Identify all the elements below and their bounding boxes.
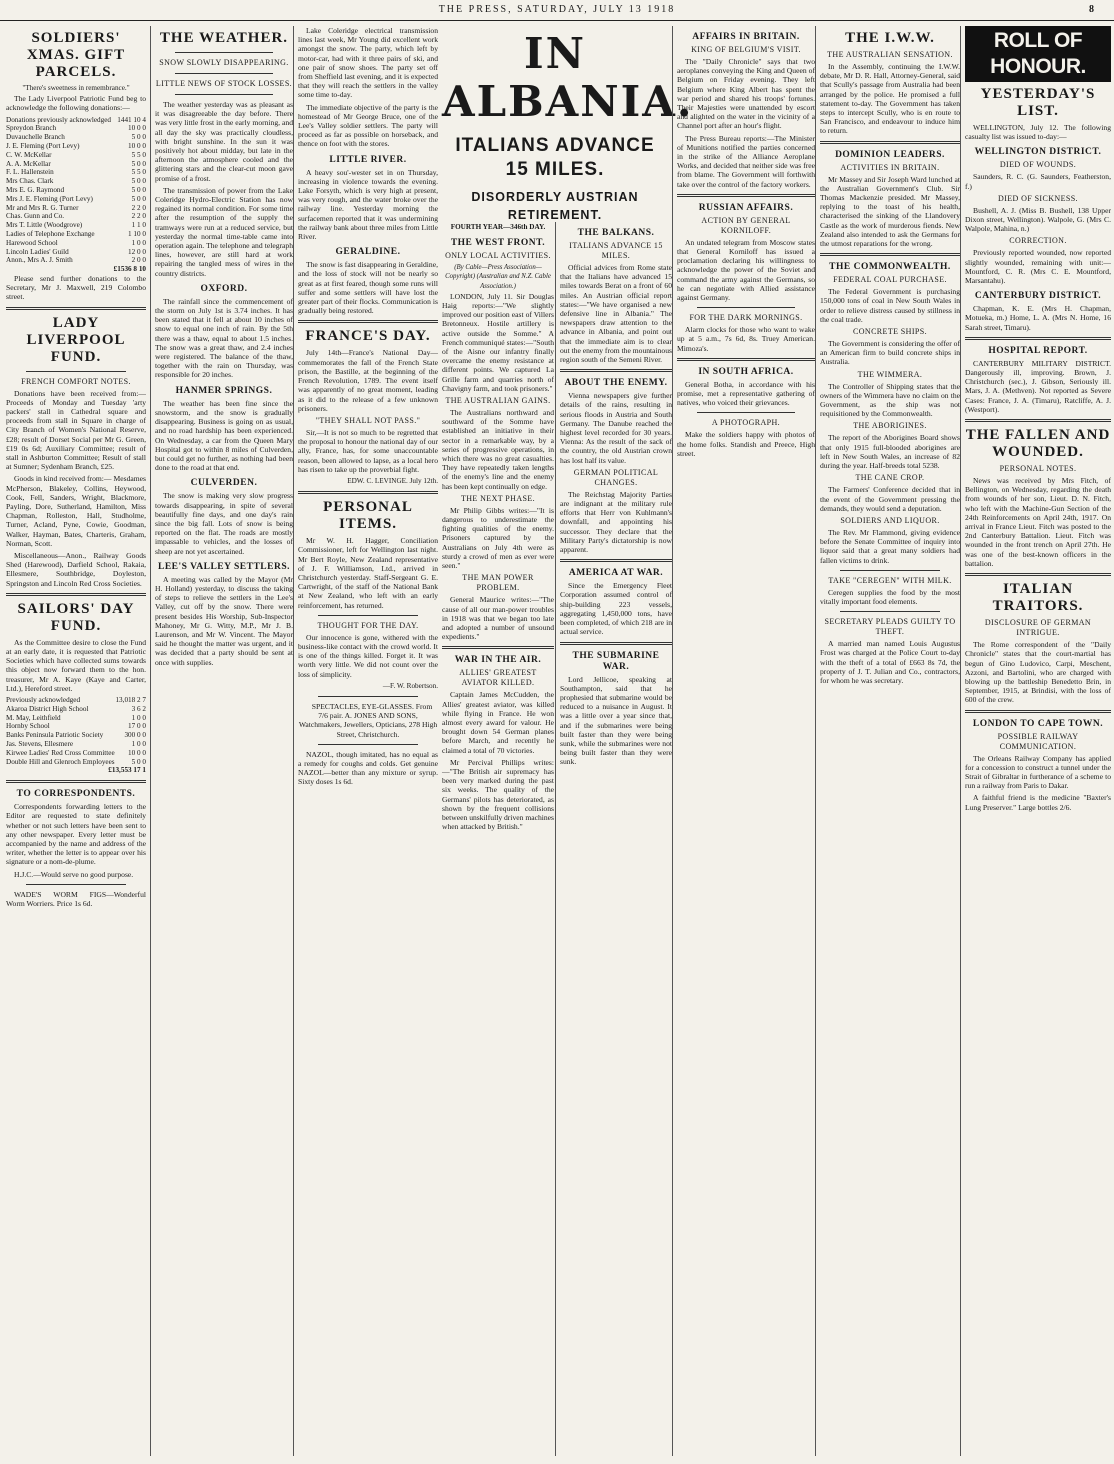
headline-france-day: FRANCE'S DAY.: [305, 328, 431, 345]
paragraph: WELLINGTON, July 12. The following casualty list was issued to-day:—: [965, 123, 1111, 142]
paragraph: Vienna newspapers give further details of the rains, resulting in serious floods in Austria and South Germany. The Danube reached the highest level recorded for 30 years. Vienna: As the result of the sack of the country, the old Austrian crown has lost half its value.: [560, 391, 672, 465]
paragraph: The report of the Aborigines Board shows that only 1915 full-blooded aborigines are left in New South Wales, an increase of 82 during the year. Half-breeds total 5238.: [820, 433, 960, 471]
subhead-king-belgium: KING OF BELGIUM'S VISIT.: [691, 45, 801, 54]
column-3: [293, 26, 438, 1456]
headline-roll-of-honour: ROLL OF HONOUR.: [965, 26, 1111, 82]
subhead-australian-sensation: THE AUSTRALIAN SENSATION.: [827, 50, 953, 59]
paragraph: An undated telegram from Moscow states that General Korniloff has issued a proclamation declaring his willingness to acknowledge the power of the Soviet and command the army against the Germans, so he can negotiate with Allied assistance against Germany.: [677, 237, 815, 303]
list-item: Jas. Stevens, Ellesmere 1 0 0: [6, 740, 146, 749]
paragraph: Sir,—It is not so much to be regretted that the proposal to honour the national day of our ally, France, has, for some unaccountable reason, been allowed to lapse, as a local hero has risen to take up the proverbial fight.: [298, 427, 438, 474]
paragraph: The Press Bureau reports:—The Minister of Munitions notified the parties concerned in the strike of the Alliance Aeroplane Works, and decided that neither side was free from blame. The Government will forthwith take over the control of the factory workers.: [677, 133, 815, 189]
subhead-hanmer: HANMER SPRINGS.: [175, 385, 273, 396]
parcels-footer: Please send further donations to the Secretary, Mr J. Maxwell, 219 Colombo street.: [6, 273, 146, 302]
list-item: Mr and Mrs R. G. Turner 2 2 0: [6, 203, 146, 212]
subhead-personal-notes: PERSONAL NOTES.: [999, 464, 1077, 474]
column-1: [6, 26, 146, 1456]
main-headline-banner: [442, 26, 694, 224]
headline-lady-liverpool: LADY LIVERPOOL FUND.: [26, 314, 126, 365]
list-item: Hornby School 17 0 0: [6, 722, 146, 731]
subhead-wimmera: THE WIMMERA.: [857, 369, 923, 379]
list-item: Mrs T. Little (Woodgrove) 1 1 0: [6, 221, 146, 230]
list-item: Duvauchelle Branch 5 0 0: [6, 133, 146, 142]
headline-about-enemy: ABOUT THE ENEMY.: [564, 378, 668, 389]
paragraph: The Orleans Railway Company has applied for a concession to construct a tunnel under the Strait of Gibraltar in furtherance of a scheme to run a railway from Paris to Dakar.: [965, 753, 1111, 791]
donations-total: £1536 8 10: [113, 265, 146, 274]
advert-worm-figs: WADE'S WORM FIGS—Wonderful Worm Worriers. Price 1s 6d.: [6, 889, 146, 909]
list-item: Mrs E. G. Raymond 5 0 0: [6, 185, 146, 194]
subhead-man-power: THE MAN POWER PROBLEM.: [462, 573, 534, 593]
headline-gift-parcels: SOLDIERS' XMAS. GIFT PARCELS.: [26, 30, 126, 80]
column-8: [960, 26, 1111, 1456]
list-item: Donations previously acknowledged 1441 10 4: [6, 115, 146, 124]
paragraph: Mr W. H. Hagger, Conciliation Commissioner, left for Wellington last night. Mr Bert Royle, New Zealand representative of J. F. Williamson, Ltd., arrived in Christchurch yesterday. Staff-Sergeant G. E. Cartwright, of the staff of the National Bank at New Zealand, who left with an early reinforcement, has returned.: [298, 536, 438, 610]
subhead-geraldine: GERALDINE.: [335, 247, 401, 258]
subhead-ceregen: TAKE "CEREGEN" WITH MILK.: [828, 575, 952, 585]
headline-sailors-day: SAILORS' DAY FUND.: [17, 600, 135, 634]
paragraph: LONDON, July 11. Sir Douglas Haig reports:—"We slightly improved our position east of Villers Bretonneux. Hostile artillery is active outside the Somme." A French communiqué states:—"South of the Aisne our infantry finally overcame the enemy resistance at different points. We captured La Grille farm and quarries north of Chavigny farm, and took prisoners.": [442, 291, 554, 393]
paragraph: Mr Percival Phillips writes:—"The British air supremacy has been very marked during the past six weeks. The quality of the Germans' pilots has deteriorated, as shown by the frequent collisions between unskilfully driven machines when attacked by British.": [442, 757, 554, 832]
column-2: [150, 26, 293, 1456]
paragraph: The Australians northward and southward of the Somme have established an initiative in their sector in a remarkable way, by a series of progressive operations, in which there was no great casualties. They have repeatedly taken lengths of the enemy's line and the enemy has been kept continually on edge.: [442, 408, 554, 491]
paragraph: Correspondents forwarding letters to the Editor are requested to state definitely whether or not such letters have been sent to any other newspaper. Every letter must be accompanied by the name and address of the writer, whether the letter is to appear over his signature or a nom-de-plume.: [6, 802, 146, 867]
subhead-liquor: SOLDIERS AND LIQUOR.: [840, 515, 940, 525]
subhead-died-wounds: DIED OF WOUNDS.: [999, 160, 1077, 170]
casualty-entry: Chapman, K. E. (Mrs H. Chapman, Motueka, m.) Home, L. A. (Mrs N. Home, 16 Sarah street, Timaru).: [965, 304, 1111, 332]
list-item: Double Hill and Glenroch Employees 5 0 0: [6, 757, 146, 766]
parcels-intro: The Lady Liverpool Patriotic Fund beg to acknowledge the following donations:—: [6, 94, 146, 113]
headline-west-front: THE WEST FRONT.: [450, 238, 546, 249]
subhead-concrete: CONCRETE SHIPS.: [852, 327, 927, 337]
paragraph: The immediate objective of the party is the homestead of Mr George Bruce, one of the Lee's Valley soldier settlers. The party will proceed as far as possible on horseback, and thence on foot with the stores.: [298, 102, 438, 149]
headline-affairs-britain: AFFAIRS IN BRITAIN.: [692, 32, 800, 42]
paragraph: The snow is fast disappearing in Geraldine, and the loss of stock will not be nearly so great as at first feared, though some runs will suffer and some settlers will have lost the greater part of their flocks. Communication is gradually being restored.: [298, 260, 438, 316]
column-4: [438, 222, 554, 1456]
subhead-german-political: GERMAN POLITICAL CHANGES.: [573, 467, 659, 487]
masthead: [0, 0, 1114, 21]
list-item: F. L. Hallenstein 5 5 0: [6, 168, 146, 177]
paragraph: The "Daily Chronicle" says that two aeroplanes conveying the King and Queen of Belgium on Friday evening. They left Belgium where King Albert has spent the war period and shared his troops' fortunes. Their Majesties were unattended by escort and alighted on the water in the vicinity of a Channel port after an hour's flight.: [677, 57, 815, 131]
subhead-cane-crop: THE CANE CROP.: [855, 473, 925, 483]
headline-war-air: WAR IN THE AIR.: [454, 655, 542, 666]
headline-canterbury-district: CANTERBURY DISTRICT.: [974, 291, 1102, 302]
casualty-entry: Saunders, R. C. (G. Saunders, Featherston, f.): [965, 172, 1111, 191]
casualty-entry: Bushell, A. J. (Miss B. Bushell, 138 Upper Dixon street, Wellington). Walpole, G. (Mrs C. Walpole, Mahina, n.): [965, 205, 1111, 234]
headline-correspondents: TO CORRESPONDENTS.: [16, 789, 136, 800]
subhead-snow: SNOW SLOWLY DISAPPEARING.: [159, 58, 289, 67]
headline-italians: ITALIANS ADVANCE 15 MILES.: [455, 135, 655, 180]
headline-submarine-war: THE SUBMARINE WAR.: [572, 650, 660, 672]
list-item: C. W. McKellar 5 5 0: [6, 150, 146, 159]
headline-cape-town: LONDON TO CAPE TOWN.: [972, 718, 1104, 729]
paragraph: A married man named Louis Augustus Frost was charged at the Police Court to-day with the theft of a total of £663 8s 7d, the property of J. T. Julian and Co., contractors, for whom he was secretary.: [820, 639, 960, 685]
paragraph: As the Committee desire to close the Fund at an early date, it is requested that Patriotic Societies which have collected sums towards this object now forward them to the hon. treasurer, Mr A. Kaye (Kaye and Carter, Ltd.), Hereford street.: [6, 637, 146, 693]
list-item: A. A. McKellar 5 0 0: [6, 159, 146, 168]
paragraph: The Reichstag Majority Parties are indignant at the military rule efforts that Herr von Kuhlmann's downfall, and appointing his successor. They declare that the Military Party's dictatorship is now apparent.: [560, 489, 672, 555]
paragraph: The weather has been fine since the snowstorm, and the snow is gradually disappearing. Business is going on as usual, and no road hardship has been experienced. On Wednesday, a car from the Queen Mary Hospital got to within 8 miles of Culverden, but could get no further, as nothing had been done to the road at that end.: [155, 398, 293, 473]
subhead-correction: CORRECTION.: [1009, 236, 1067, 246]
sailors-total: £13,553 17 1: [108, 766, 146, 775]
paragraph: A meeting was called by the Mayor (Mr H. Holland) yesterday, to discuss the taking of steps to relieve the settlers in the Lee's Valley, cut off by the snow. There were present besides His Worship, Sub-Inspector Mahoney, Mr G. Witty, M.P., Mr J. B. Laurenson, and Mr W. Vincent. The Mayor said he thought the matter was urgent, and it was decided that a party should be sent at once with supplies.: [155, 574, 293, 667]
masthead-title: THE PRESS, SATURDAY, JULY 13 1918: [438, 4, 676, 15]
subhead-thought: THOUGHT FOR THE DAY.: [317, 620, 419, 630]
headline-dominion-leaders: DOMINION LEADERS.: [835, 149, 945, 160]
headline-balkans: THE BALKANS.: [577, 228, 655, 238]
paragraph: The Farmers' Conference decided that in the event of the Government pressing the demands, they would send a deputation.: [820, 485, 960, 513]
list-item: Kirwee Ladies' Red Cross Committee 10 0 0: [6, 748, 146, 757]
list-item: Anon., Mrs A. J. Smith 2 0 0: [6, 256, 146, 265]
advert-ceregen: Ceregen supplies the food by the most vitally important food elements.: [820, 587, 960, 606]
advert-lung-preserver: A faithful friend is the medicine "Baxter's Lung Preserver." Large bottles 2/6.: [965, 793, 1111, 812]
paragraph: The weather yesterday was as pleasant as it was disagreeable the day before. There was very little frost in the early morning, and all day the sky was practically cloudless, with bright sunshine. In the sun it was positively hot about midday, but late in the afternoon the atmosphere cooled and the glittering stars and the clear-cut moon gave promise of a frost.: [155, 100, 293, 183]
list-item: J. E. Fleming (Port Levy) 10 0 0: [6, 142, 146, 150]
headline-hospital-report: HOSPITAL REPORT.: [988, 345, 1088, 356]
headline-italian-traitors: ITALIAN TRAITORS.: [992, 581, 1084, 615]
thought-signature: —F. W. Robertson.: [382, 681, 438, 690]
subhead-activities-britain: ACTIVITIES IN BRITAIN.: [840, 162, 940, 172]
list-item: Harewood School 1 0 0: [6, 238, 146, 247]
donations-list: [6, 116, 146, 274]
paragraph: News was received by Mrs Fitch, of Bellington, on Wednesday, regarding the death from wounds of her son, Lieut. D. N. Fitch, who left with the Machine-Gun Section of the 24th Reinforcements on April 24th, 1917. On arrival in France Lieut. Fitch was posted to the 2nd Canterbury Battalion. Lieut. Fitch was wounded in the front trench on April 27th. He was one of the best-known officers in the battalion.: [965, 476, 1111, 568]
advert-alarm-clocks: Alarm clocks for those who want to wake up at 5 a.m., 7s 6d, 8s. Truey American. Mimoza's.: [677, 325, 815, 353]
subhead-secretary-theft: SECRETARY PLEADS GUILTY TO THEFT.: [824, 617, 956, 637]
paragraph: The Rome correspondent of the "Daily Chronicle" states that the court-martial has begun of Gino Ludovico, Carpi, Meschent, Azzoni, and Bartolini, who are charged with blowing up the battleship Benedetto Brin, in September, 1915, at Brindisi, with the loss of 600 of the crew.: [965, 640, 1111, 705]
list-item: Ladies of Telephone Exchange 1 10 0: [6, 229, 146, 238]
subhead-german-intrigue: DISCLOSURE OF GERMAN INTRIGUE.: [984, 618, 1092, 638]
headline-america-war: AMERICA AT WAR.: [568, 568, 664, 579]
letter-signature: EDW. C. LEVINGE. July 12th.: [347, 476, 438, 485]
paragraph: General Maurice writes:—"The cause of all our man-power troubles in 1918 was that we began too late and adopted a number of unsound expedients.": [442, 595, 554, 642]
paragraph: Captain James McCudden, the Allies' greatest aviator, was killed while flying in France. He won almost every award for valour. He brought down 54 German planes before March, and recently he claimed a total of 70 victories.: [442, 690, 554, 755]
subhead-shall-not-pass: "THEY SHALL NOT PASS.": [315, 415, 421, 425]
subhead-railway: POSSIBLE RAILWAY COMMUNICATION.: [997, 731, 1079, 751]
casualty-entry: Previously reported wounded, now reported slightly wounded, remaining with unit:— Mountford, C. R. (Mrs C. E. Mountford, Marsantahu).: [965, 248, 1111, 286]
headline-iww: THE I.W.W.: [845, 30, 935, 46]
headline-austrian: DISORDERLY AUSTRIAN RETIREMENT.: [471, 190, 639, 222]
paragraph: The Federal Government is purchasing 150,000 tons of coal in New South Wales in order to relieve distress caused by stillness in the coal trade.: [820, 287, 960, 324]
subhead-died-sickness: DIED OF SICKNESS.: [998, 193, 1078, 203]
list-item: Banks Peninsula Patriotic Society 300 0 0: [6, 731, 146, 740]
list-item: Mrs Chas. Clark 5 0 0: [6, 177, 146, 186]
list-item: Akaroa District High School 3 6 2: [6, 704, 146, 713]
subhead-italians: ITALIANS ADVANCE 15 MILES.: [569, 241, 663, 260]
paragraph: H.J.C.—Would serve no good purpose.: [14, 869, 134, 879]
advert-spectacles: SPECTACLES, EYE-GLASSES. From 7/6 pair. A. JONES AND SONS, Watchmakers, Jewellers, Opticians, 278 High Street, Christchurch.: [298, 701, 438, 739]
sailors-list: [6, 696, 146, 775]
subhead-dark-mornings: FOR THE DARK MORNINGS.: [689, 313, 803, 323]
headline-fallen-wounded: THE FALLEN AND WOUNDED.: [965, 427, 1111, 461]
list-item: M. May, Leithfield 1 0 0: [6, 713, 146, 722]
subhead-korniloff: ACTION BY GENERAL KORNILOFF.: [701, 215, 791, 235]
paragraph: In the Assembly, continuing the I.W.W. debate, Mr D. R. Hall, Attorney-General, said that Scully's passage from Australia had been arranged by the police. He promised a full statement to-day. The Government has taken steps to intercept Scully, who is en route to San Francisco, and endeavour to induce him to return.: [820, 62, 960, 136]
paragraph: Miscellaneous—Anon., Railway Goods Shed (Harewood), Darfield School, Rakaia, Ellesmere, Southbridge, Doyleston, Springston and Lincoln Red Cross Societies.: [6, 551, 146, 588]
list-item: Previously acknowledged 13,018 2 7: [6, 696, 146, 705]
paragraph: Goods in kind received from:— Mesdames McPherson, Blakeley, Collins, Heywood, Cook, Fell, Sanders, Wright, Blackmore, Payling, Dore, Sutherland, Hamilton, Miss Chapman, Rolleston, Hall, Studholme, Turner, Acland, Pyne, Cowie, Goodman, Walker, Hayman, Bates, Charteris, Graham, Norman, Scott.: [6, 474, 146, 548]
list-item: Mrs J. E. Fleming (Port Levy) 5 0 0: [6, 194, 146, 203]
column-7: [815, 26, 960, 1456]
page-number: 8: [1089, 4, 1096, 15]
headline-wellington-district: WELLINGTON DISTRICT.: [974, 147, 1102, 158]
column-6: [672, 26, 815, 1456]
paragraph: Lord Jellicoe, speaking at Southampton, said that he prophesied that submarine would be reduced to a nuisance in August. It was a little over a year since that, and if the submarines were being built faster than they were being sunk, while the submarines were not being built faster than they were sunk.: [560, 674, 672, 767]
advert-photograph: Make the soldiers happy with photos of the home folks. Standish and Preece, High street.: [677, 430, 815, 458]
subhead-aviator: ALLIES' GREATEST AVIATOR KILLED.: [459, 668, 537, 688]
headline-albania: IN ALBANIA.: [442, 29, 694, 126]
subhead-coal: FEDERAL COAL PURCHASE.: [833, 275, 947, 285]
headline-south-africa: IN SOUTH AFRICA.: [698, 366, 794, 377]
paragraph: The Government is considering the offer of an American firm to build concrete ships in Australia.: [820, 339, 960, 367]
subhead-french-comfort: FRENCH COMFORT NOTES.: [21, 376, 131, 386]
paragraph: CANTERBURY MILITARY DISTRICT. Dangerously ill, improving. Brown, J. Christchurch (sec.), J. Gibson, Seriously ill. Mars, J. A. (Methven). Not reported as Severe Cases: France, J. A. (Timaru), Ratcliffe, A. J. (Westport).: [965, 358, 1111, 414]
war-year: FOURTH YEAR—346th DAY.: [450, 223, 546, 231]
headline-yesterdays-list: YESTERDAY'S LIST.: [980, 86, 1096, 119]
subhead-australian-gains: THE AUSTRALIAN GAINS.: [445, 396, 551, 406]
subhead-local-activities: ONLY LOCAL ACTIVITIES.: [445, 251, 551, 261]
paragraph: General Botha, in accordance with his promise, met a representative gathering of natives, who voiced their grievances.: [677, 379, 815, 408]
paragraph: Mr Massey and Sir Joseph Ward lunched at the Australian Government's Club. Sir Thomas Mackenzie presided. Mr Massey, replying to the toast of his health, characterised the sinking of the Llandovery Castle as the work of murderous fiends. New Zealand also intended to ask the Germans for the utmost reparations for the wrong.: [820, 174, 960, 249]
list-item: Spreydon Branch 10 0 0: [6, 124, 146, 133]
paragraph: July 14th—France's National Day—commemorates the fall of the French State prison, the Bastille, at the beginning of the French Revolution, 1789. The event itself was apparently of no great moment, leading as it did to the release of a few unknown prisoners.: [298, 348, 438, 413]
paragraph: Official advices from Rome state that the Italians have advanced 15 miles towards Berat on a front of 60 miles. An Austrian official report states:—"We have organised a new defensive line in Albania." The newspapers draw attention to the advance in Albania, and point out that the immediate aim is to clear out the enemy from the mountainous region south of the Semeni River.: [560, 263, 672, 365]
paragraph: The snow is making very slow progress towards disappearing, in spite of several beautifully fine days, and one day's rain since the big fall. Lots of snow is being reported on the flat. The roads are mostly impassable to vehicles, and the losses of sheep are not yet ascertained.: [155, 491, 293, 556]
press-credit: (By Cable—Press Association—Copyright) (Australian and N.Z. Cable Association.): [445, 264, 551, 290]
paragraph: Mr Philip Gibbs writes:—"It is dangerous to underestimate the fighting qualities of the enemy. Prisoners captured by the Australians on July 4th were as sturdy a crowd of men as ever were seen.": [442, 505, 554, 571]
paragraph: The Rev. Mr Flammond, giving evidence before the Senate Committee of inquiry into liquor said that a great many soldiers had fallen victims to drink.: [820, 527, 960, 565]
subhead-stock: LITTLE NEWS OF STOCK LOSSES.: [155, 79, 293, 88]
paragraph: The transmission of power from the Lake Coleridge Hydro-Electric Station has now regained its normal condition. For some time after the resumption of the supply the tramways were run at a reduced service, but yesterday the normal time-table came into operation again. The telephone and telegraph lines, however, are still hard at work repairing the tangled mess of wires in the country districts.: [155, 185, 293, 278]
advert-nazol: NAZOL, though imitated, has no equal as a remedy for coughs and colds. Get genuine NAZOL—better than any mixture or syrup. Sixty doses 1s 6d.: [298, 749, 438, 787]
headline-russian-affairs: RUSSIAN AFFAIRS.: [698, 202, 794, 213]
list-item: Lincoln Ladies' Guild 12 0 0: [6, 247, 146, 256]
parcels-quote: "There's sweetness in remembrance.": [22, 84, 130, 92]
subhead-little-river: LITTLE RIVER.: [329, 154, 407, 165]
subhead-aborigines: THE ABORIGINES.: [853, 421, 927, 431]
subhead-culverden: CULVERDEN.: [190, 478, 258, 489]
paragraph: Our innocence is gone, withered with the business-like contact with the crowd world. It is one of the things killed. Forget it. It was worth very little. We did not count over the loss of simplicity.: [298, 632, 438, 679]
subhead-next-phase: THE NEXT PHASE.: [460, 493, 536, 503]
paragraph: A heavy sou'-wester set in on Thursday, increasing in violence towards the evening. Lake Forsyth, which is very high at present, was very rough, and the water broke over the railway line. Yesterday morning the surfacemen reported that it was undermining the railway bank about three miles from Little River.: [298, 167, 438, 242]
paragraph: Donations have been received from:— Proceeds of Monday and Tuesday 'arty packers' stall in Cathedral square and proceeds from stall in Square in charge of City Branch of Women's National Reserve, £28; result of Dorset Social per Mr G. Green, £19 0s 6d; Auxiliary Committee; result of stall in Ashburton Committee; Result of stall at Sumner; Sydenham Branch, £25.: [6, 388, 146, 472]
subhead-oxford: OXFORD.: [200, 283, 248, 294]
paragraph: The rainfall since the commencement of the storm on July 1st is 3.74 inches. It has been stated that it fell at about 10 inches of snow to equal one inch of rain. By the 5th there was a thaw, equal to about 1.5 inches. The snow was a great thaw, and 2.4 inches were registered. The balance of the thaw, together with the rain on Thursday, was responsible for 20 inches.: [155, 296, 293, 380]
subhead-photograph: A PHOTOGRAPH.: [711, 418, 781, 428]
headline-weather: THE WEATHER.: [159, 30, 289, 46]
subhead-lees-valley: LEE'S VALLEY SETTLERS.: [157, 561, 290, 572]
paragraph: The Controller of Shipping states that the owners of the Wimmera have no claim on the Government, as the ship was not requisitioned by the Commonwealth.: [820, 381, 960, 419]
paragraph: Lake Coleridge electrical transmission lines last week, Mr Young did excellent work amongst the snow. The party, which left by motor-car, had with it three pairs of ski, and one pair of snow shoes. The party set off from Sheffield last evening, and it is expected that they will reach the settlers in the valley some time to-day.: [298, 26, 438, 100]
headline-personal-items: PERSONAL ITEMS.: [323, 499, 413, 533]
headline-commonwealth: THE COMMONWEALTH.: [829, 262, 951, 273]
list-item: Chas. Gunn and Co. 2 2 0: [6, 212, 146, 221]
column-5: [555, 222, 672, 1456]
paragraph: Since the Emergency Fleet Corporation assumed control of ship-building 223 vessels, aggregating 1,450,000 tons, have been completed, of which 218 are in actual service.: [560, 581, 672, 637]
